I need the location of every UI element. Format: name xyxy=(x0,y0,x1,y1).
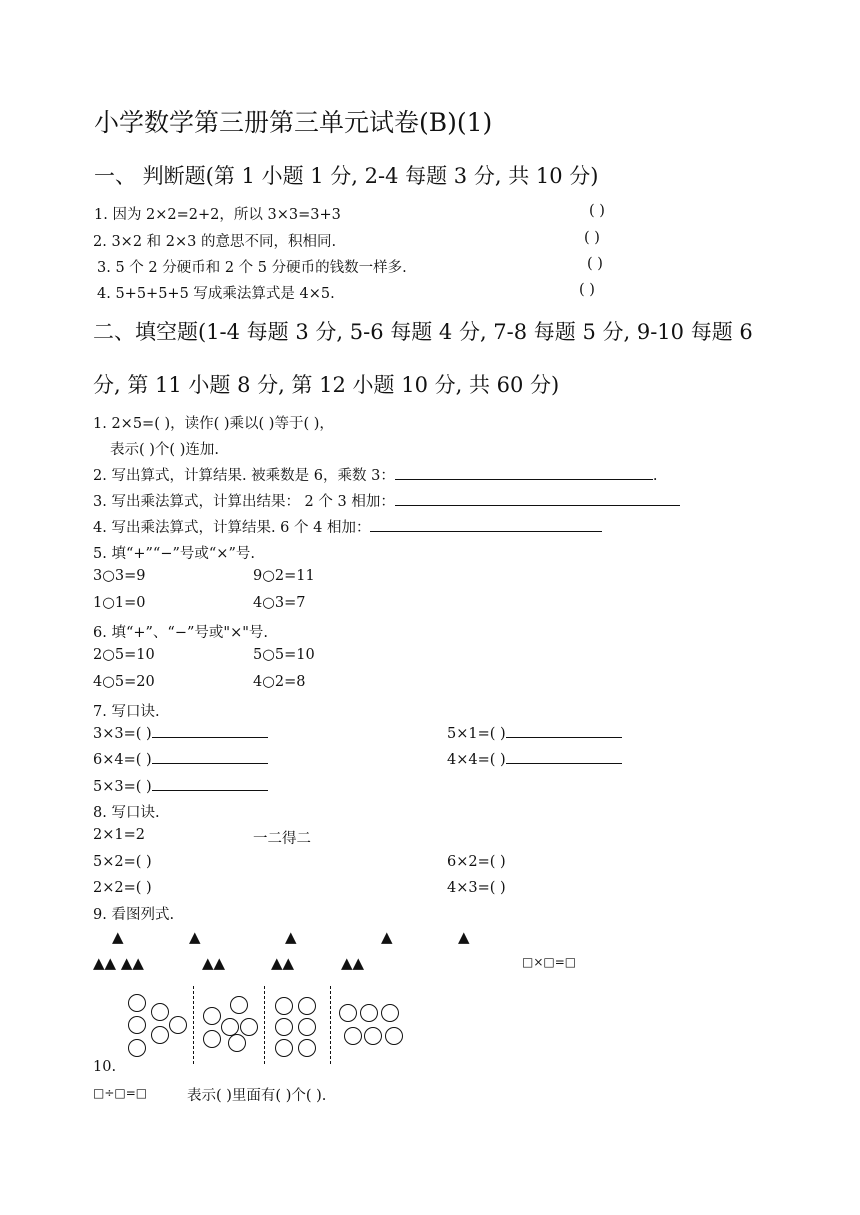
question-5-label: 5. 填“+”“−”号或“×”号. xyxy=(93,546,255,562)
circle-icon xyxy=(128,1039,146,1057)
circle-icon xyxy=(298,997,316,1015)
q6-equation-2[interactable]: 5○5=10 xyxy=(253,647,315,663)
q7-item-3-answer-line[interactable] xyxy=(152,762,268,764)
circle-icon xyxy=(151,1003,169,1021)
q7-item-1 xyxy=(93,726,268,742)
question-3-answer-line[interactable] xyxy=(395,504,680,506)
circle-icon xyxy=(275,1018,293,1036)
section2-heading-line2: 分, 第 11 小题 8 分, 第 12 小题 10 分, 共 60 分) xyxy=(93,373,560,397)
question-3 xyxy=(93,490,680,511)
triangle-group-icon: ▲▲ ▲▲ xyxy=(93,954,144,972)
triangle-icon: ▲ xyxy=(112,928,124,946)
circle-icon xyxy=(364,1027,382,1045)
q7-item-3 xyxy=(93,752,268,768)
judge-answer-paren-2[interactable]: ( ) xyxy=(584,230,600,246)
q5-equation-1[interactable]: 3○3=9 xyxy=(93,568,146,584)
q8-item-3[interactable]: 2×2=( ) xyxy=(93,880,152,896)
circle-icon xyxy=(203,1030,221,1048)
section2-heading-line1: 二、填空题(1-4 每题 3 分, 5-6 每题 4 分, 7-8 每题 5 分, 9-10 每题 6 xyxy=(93,320,753,344)
q7-item-2-text: 5×1=( ) xyxy=(447,726,506,742)
q7-item-4-answer-line[interactable] xyxy=(506,762,622,764)
q8-item-4[interactable]: 4×3=( ) xyxy=(447,880,506,896)
q5-equation-2[interactable]: 9○2=11 xyxy=(253,568,315,584)
q7-item-1-answer-line[interactable] xyxy=(152,736,268,738)
q8-item-1[interactable]: 5×2=( ) xyxy=(93,854,152,870)
question-2-end: . xyxy=(652,468,658,484)
question-7-label: 7. 写口诀. xyxy=(93,704,160,720)
triangle-icon: ▲ xyxy=(285,928,297,946)
judge-answer-paren-1[interactable]: ( ) xyxy=(589,203,605,219)
q7-item-4 xyxy=(447,752,622,768)
circle-icon xyxy=(385,1027,403,1045)
q10-text: 表示( )里面有( )个( ). xyxy=(187,1088,327,1104)
divider-dashed-line xyxy=(193,986,194,1064)
question-8-label: 8. 写口诀. xyxy=(93,805,160,821)
divider-dashed-line xyxy=(330,986,331,1064)
page-title: 小学数学第三册第三单元试卷(B)(1) xyxy=(94,108,493,137)
circle-icon xyxy=(275,1039,293,1057)
question-6-label: 6. 填“+”、“−”号或"×"号. xyxy=(93,625,268,641)
question-2-text: 2. 写出算式，计算结果. 被乘数是 6，乘数 3： xyxy=(93,468,395,484)
q9-formula-boxes[interactable]: □×□=□ xyxy=(522,955,577,969)
circle-icon xyxy=(381,1004,399,1022)
q5-equation-3[interactable]: 1○1=0 xyxy=(93,595,146,611)
q8-example-rhyme: 一二得二 xyxy=(253,831,311,847)
circle-icon xyxy=(128,994,146,1012)
judge-answer-paren-3[interactable]: ( ) xyxy=(587,256,603,272)
judge-item-1: 1. 因为 2×2=2+2，所以 3×3=3+3 xyxy=(94,207,341,223)
divider-dashed-line xyxy=(264,986,265,1064)
q8-example: 2×1=2 xyxy=(93,827,145,843)
triangle-icon: ▲ xyxy=(189,928,201,946)
question-2-answer-line[interactable] xyxy=(395,478,653,480)
question-4 xyxy=(93,516,602,537)
q6-equation-4[interactable]: 4○2=8 xyxy=(253,674,306,690)
circle-icon xyxy=(230,996,248,1014)
circle-icon xyxy=(169,1016,187,1034)
judge-item-2: 2. 3×2 和 2×3 的意思不同，积相同. xyxy=(93,234,337,250)
triangle-icon: ▲ xyxy=(458,928,470,946)
question-3-text: 3. 写出乘法算式，计算出结果： 2 个 3 相加： xyxy=(93,494,395,510)
q7-item-1-text: 3×3=( ) xyxy=(93,726,152,742)
q10-formula-boxes[interactable]: □÷□=□ xyxy=(93,1086,148,1100)
q5-equation-4[interactable]: 4○3=7 xyxy=(253,595,306,611)
circle-icon xyxy=(151,1026,169,1044)
circle-icon xyxy=(275,997,293,1015)
q6-equation-1[interactable]: 2○5=10 xyxy=(93,647,155,663)
q7-item-5 xyxy=(93,779,268,795)
q7-item-2 xyxy=(447,726,622,742)
circle-icon xyxy=(298,1039,316,1057)
circle-icon xyxy=(360,1004,378,1022)
triangle-group-icon: ▲▲ xyxy=(341,954,365,972)
circle-icon xyxy=(339,1004,357,1022)
q8-item-2[interactable]: 6×2=( ) xyxy=(447,854,506,870)
question-4-answer-line[interactable] xyxy=(370,530,602,532)
circle-icon xyxy=(128,1016,146,1034)
circle-icon xyxy=(240,1018,258,1036)
q7-item-5-answer-line[interactable] xyxy=(152,789,268,791)
q6-equation-3[interactable]: 4○5=20 xyxy=(93,674,155,690)
question-1-line2: 表示( )个( )连加. xyxy=(110,442,219,458)
circle-icon xyxy=(203,1007,221,1025)
section1-heading: 一、 判断题(第 1 小题 1 分, 2-4 每题 3 分, 共 10 分) xyxy=(94,164,599,188)
circle-icon xyxy=(228,1034,246,1052)
q7-item-4-text: 4×4=( ) xyxy=(447,752,506,768)
q7-item-2-answer-line[interactable] xyxy=(506,736,622,738)
question-4-text: 4. 写出乘法算式，计算结果. 6 个 4 相加： xyxy=(93,520,371,536)
triangle-group-icon: ▲▲ xyxy=(271,954,295,972)
question-10-label: 10. xyxy=(93,1059,117,1075)
judge-answer-paren-4[interactable]: ( ) xyxy=(579,282,595,298)
question-1-line1: 1. 2×5=( )，读作( )乘以( )等于( )， xyxy=(93,416,334,432)
circle-icon xyxy=(344,1027,362,1045)
question-2 xyxy=(93,464,657,485)
judge-item-3: 3. 5 个 2 分硬币和 2 个 5 分硬币的钱数一样多. xyxy=(97,260,407,276)
judge-item-4: 4. 5+5+5+5 写成乘法算式是 4×5. xyxy=(97,286,335,302)
triangle-group-icon: ▲▲ xyxy=(202,954,226,972)
q7-item-3-text: 6×4=( ) xyxy=(93,752,152,768)
circle-icon xyxy=(298,1018,316,1036)
q7-item-5-text: 5×3=( ) xyxy=(93,779,152,795)
triangle-icon: ▲ xyxy=(381,928,393,946)
question-9-label: 9. 看图列式. xyxy=(93,907,175,923)
